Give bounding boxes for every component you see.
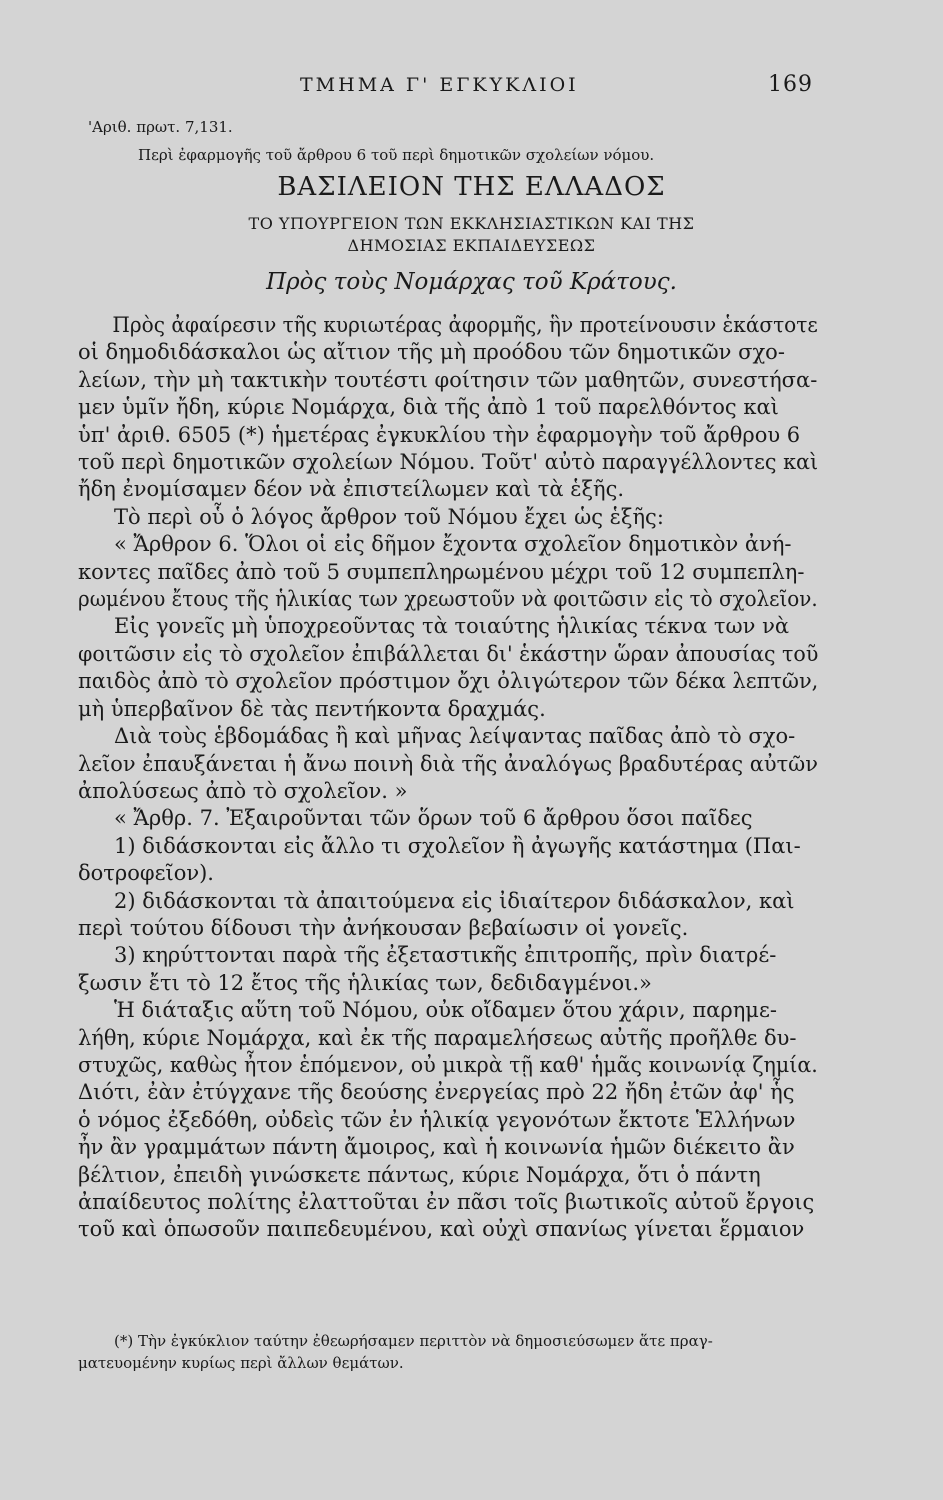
body-line: φοιτῶσιν εἰς τὸ σχολεῖον ἐπιβάλλεται δι' ἑκάστην ὥραν ἀπουσίας τοῦ — [78, 641, 819, 666]
body-line: βέλτιον, ἐπειδὴ γινώσκετε πάντως, κύριε Νομάρχα, ὅτι ὁ πάντη — [78, 1162, 761, 1187]
body-line: οἱ δημοδιδάσκαλοι ὡς αἴτιον τῆς μὴ προόδου τῶν δημοτικῶν σχο- — [78, 340, 785, 365]
body-line: Ἡ διάταξις αὕτη τοῦ Νόμου, οὐκ οἴδαμεν ὅτου χάριν, παρημε- — [114, 998, 777, 1023]
body-line: τοῦ περὶ δημοτικῶν σχολείων Νόμου. Τοῦτ' αὐτὸ παραγγέλλοντες καὶ — [78, 450, 819, 475]
body-line: Διότι, ἐὰν ἐτύγχανε τῆς δεούσης ἐνεργείας πρὸ 22 ἤδη ἐτῶν ἀφ' ἧς — [78, 1080, 795, 1105]
body-line: ξωσιν ἔτι τὸ 12 ἔτος τῆς ἡλικίας των, δεδιδαγμένοι.» — [78, 970, 652, 995]
salutation: Πρὸς τοὺς Νομάρχας τοῦ Κράτους. — [266, 269, 677, 295]
body-line: ὑπ' ἀριθ. 6505 (*) ἡμετέρας ἐγκυκλίου τὴν ἐφαρμογὴν τοῦ ἄρθρου 6 — [78, 422, 801, 447]
body-line: ἤδη ἐνομίσαμεν δέον νὰ ἐπιστείλωμεν καὶ τὰ ἑξῆς. — [78, 477, 625, 502]
body-line: ὁ νόμος ἐξεδόθη, οὐδεὶς τῶν ἐν ἡλικίᾳ γεγονότων ἔκτοτε Ἑλλήνων — [78, 1107, 796, 1132]
body-line: μεν ὑμῖν ἤδη, κύριε Νομάρχα, διὰ τῆς ἀπὸ 1 τοῦ παρελθόντος καὶ — [78, 395, 779, 420]
protocol-number: 'Αριθ. πρωτ. 7,131. — [88, 118, 233, 136]
running-head: ΤΜΗΜΑ Γ' ΕΓΚΥΚΛΙΟΙ — [300, 74, 579, 96]
body-line: Διὰ τοὺς ἑβδομάδας ἢ καὶ μῆνας λείψαντας παῖδας ἀπὸ τὸ σχο- — [114, 724, 796, 749]
body-line: παιδὸς ἀπὸ τὸ σχολεῖον πρόστιμον ὄχι ὀλιγώτερον τῶν δέκα λεπτῶν, — [78, 669, 819, 694]
body-text — [78, 312, 818, 1244]
footnote-line: (*) Τὴν ἐγκύκλιον ταύτην ἐθεωρήσαμεν περιττὸν νὰ δημοσιεύσωμεν ἅτε πραγ- — [114, 1332, 713, 1350]
body-line: ἦν ἂν γραμμάτων πάντη ἄμοιρος, καὶ ἡ κοινωνία ἡμῶν διέκειτο ἂν — [78, 1135, 795, 1160]
body-line: ἀπαίδευτος πολίτης ἐλαττοῦται ἐν πᾶσι τοῖς βιωτικοῖς αὐτοῦ ἔργοις — [78, 1190, 815, 1214]
body-line: ρωμένου ἔτους τῆς ἡλικίας των χρεωστοῦν νὰ φοιτῶσιν εἰς τὸ σχολεῖον. — [78, 587, 818, 612]
body-line: « Ἄρθρον 6. Ὅλοι οἱ εἰς δῆμον ἔχοντα σχολεῖον δημοτικὸν ἀνή- — [114, 532, 792, 557]
body-line: λήθη, κύριε Νομάρχα, καὶ ἐκ τῆς παραμελήσεως αὐτῆς προῆλθε δυ- — [78, 1025, 797, 1050]
body-line: 3) κηρύττονται παρὰ τῆς ἐξεταστικῆς ἐπιτροπῆς, πρὶν διατρέ- — [114, 943, 777, 968]
body-line: στυχῶς, καθὼς ἦτον ἑπόμενον, οὐ μικρὰ τῇ καθ' ἡμᾶς κοινωνίᾳ ζημία. — [78, 1052, 818, 1077]
body-line: λεῖον ἐπαυξάνεται ἡ ἄνω ποινὴ διὰ τῆς ἀναλόγως βραδυτέρας αὐτῶν — [78, 751, 818, 776]
body-line: δοτροφεῖον). — [78, 861, 214, 886]
kingdom-heading: ΒΑΣΙΛΕΙΟΝ ΤΗΣ ΕΛΛΑΔΟΣ — [277, 172, 666, 202]
body-line: μὴ ὑπερβαῖνον δὲ τὰς πεντήκοντα δραχμάς. — [78, 696, 546, 721]
body-line: Πρὸς ἀφαίρεσιν τῆς κυριωτέρας ἀφορμῆς, ἣν προτείνουσιν ἑκάστοτε — [112, 313, 818, 337]
body-line: Εἰς γονεῖς μὴ ὑποχρεοῦντας τὰ τοιαύτης ἡλικίας τέκνα των νὰ — [114, 614, 790, 639]
ministry-heading-line2: ΔΗΜΟΣΙΑΣ ΕΚΠΑΙΔΕΥΣΕΩΣ — [347, 236, 596, 255]
body-line: κοντες παῖδες ἀπὸ τοῦ 5 συμπεπληρωμένου μέχρι τοῦ 12 συμπεπλη- — [78, 559, 805, 584]
body-line: Τὸ περὶ οὗ ὁ λόγος ἄρθρον τοῦ Νόμου ἔχει ὡς ἑξῆς: — [114, 504, 664, 529]
ministry-heading-line1: ΤΟ ΥΠΟΥΡΓΕΙΟΝ ΤΩΝ ΕΚΚΛΗΣΙΑΣΤΙΚΩΝ ΚΑΙ ΤΗΣ — [248, 214, 695, 233]
body-line: λείων, τὴν μὴ τακτικὴν τουτέστι φοίτησιν τῶν μαθητῶν, συνεστήσα- — [78, 367, 818, 392]
body-line: 1) διδάσκονται εἰς ἄλλο τι σχολεῖον ἢ ἀγωγῆς κατάστημα (Παι- — [114, 833, 801, 858]
body-line: « Ἄρθρ. 7. Ἐξαιροῦνται τῶν ὅρων τοῦ 6 ἄρθρου ὅσοι παῖδες — [114, 806, 753, 831]
circular-subject: Περὶ ἐφαρμογῆς τοῦ ἄρθρου 6 τοῦ περὶ δημοτικῶν σχολείων νόμου. — [138, 146, 655, 164]
body-line: 2) διδάσκονται τὰ ἀπαιτούμενα εἰς ἰδιαίτερον διδάσκαλον, καὶ — [114, 888, 795, 913]
body-line: τοῦ καὶ ὁπωσοῦν παιπεδευμένου, καὶ οὐχὶ σπανίως γίνεται ἕρμαιον — [78, 1217, 805, 1242]
body-line: ἀπολύσεως ἀπὸ τὸ σχολεῖον. » — [78, 778, 408, 803]
footnote-line: ματευομένην κυρίως περὶ ἄλλων θεμάτων. — [78, 1354, 404, 1372]
page-number: 169 — [768, 72, 813, 97]
body-line: περὶ τούτου δίδουσι τὴν ἀνήκουσαν βεβαίωσιν οἱ γονεῖς. — [78, 915, 689, 940]
footnote — [78, 1330, 818, 1374]
